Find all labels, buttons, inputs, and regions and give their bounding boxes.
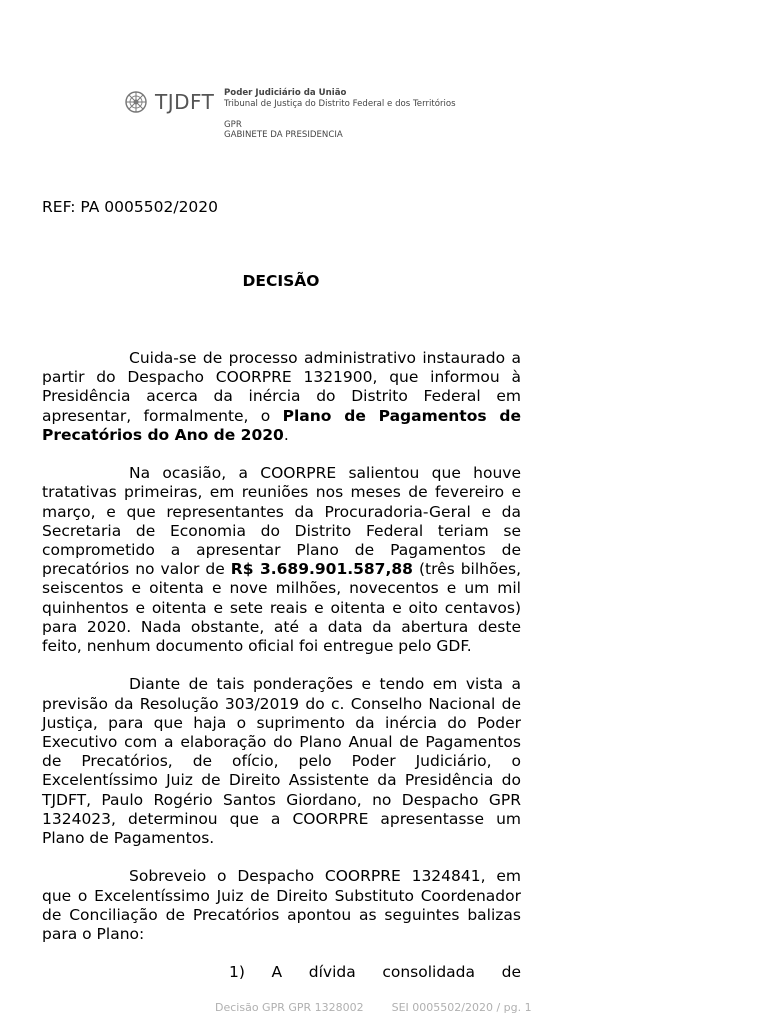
court-name: Tribunal de Justiça do Distrito Federal e dos Territórios bbox=[224, 99, 456, 109]
department-block bbox=[224, 120, 343, 140]
coat-of-arms-icon bbox=[124, 90, 148, 114]
department-name: GABINETE DA PRESIDENCIA bbox=[224, 130, 343, 140]
amount-bold: R$ 3.689.901.587,88 bbox=[230, 560, 413, 579]
letterhead bbox=[124, 88, 544, 148]
institution-block bbox=[224, 88, 456, 110]
plan-title-bold: Plano de Pagamentos de Precatórios do Ano de 2020 bbox=[42, 406, 521, 444]
institution-name: Poder Judiciário da União bbox=[224, 88, 347, 98]
paragraph-1: Cuida-se de processo administrativo instaurado a partir do Despacho COORPRE 1321900, que informou à Presidência acerca da inércia do Distrito Federal em apresentar, formalmente, o Plano de Pagamentos de Precatórios do Ano de 2020. bbox=[42, 349, 521, 444]
paragraph-3: Diante de tais ponderações e tendo em vista a previsão da Resolução 303/2019 do c. Conselho Nacional de Justiça, para que haja o suprimento da inércia do Poder Executivo com a elaboração do Plano Anual de Pagamentos de Precatórios, de ofício, pelo Poder Judiciário, o Excelentíssimo Juiz de Direito Assistente da Presidência do TJDFT, Paulo Rogério Santos Giordano, no Despacho GPR 1324023, determinou que a COORPRE apresentasse um Plano de Pagamentos. bbox=[42, 675, 521, 848]
footer-document-id: Decisão GPR GPR 1328002 bbox=[215, 1001, 364, 1014]
paragraph-2: Na ocasião, a COORPRE salientou que houve tratativas primeiras, em reuniões nos meses de fevereiro e março, e que representantes da Procuradoria-Geral e da Secretaria de Economia do Distrito Federal teriam se comprometido a apresentar Plano de Pagamentos de precatórios no valor de R$ 3.689.901.587,88 (três bilhões, seiscentos e oitenta e nove milhões, novecentos e um mil quinhentos e oitenta e sete reais e oitenta e oito centavos) para 2020. Nada obstante, até a data da abertura deste feito, nenhum documento oficial foi entregue pelo GDF. bbox=[42, 464, 522, 656]
list-item-1: 1) A dívida consolidada de bbox=[229, 963, 521, 982]
footer-page-info: SEI 0005502/2020 / pg. 1 bbox=[391, 1001, 532, 1014]
court-logo-text: TJDFT bbox=[155, 90, 215, 114]
page-footer bbox=[215, 1001, 532, 1014]
document-body bbox=[42, 349, 521, 1002]
reference-number: REF: PA 0005502/2020 bbox=[42, 198, 219, 216]
paragraph-4: Sobreveio o Despacho COORPRE 1324841, em que o Excelentíssimo Juiz de Direito Substituto Coordenador de Conciliação de Precatórios apontou as seguintes balizas para o Plano: bbox=[42, 867, 521, 944]
document-title: DECISÃO bbox=[242, 272, 320, 290]
department-code: GPR bbox=[224, 120, 242, 130]
